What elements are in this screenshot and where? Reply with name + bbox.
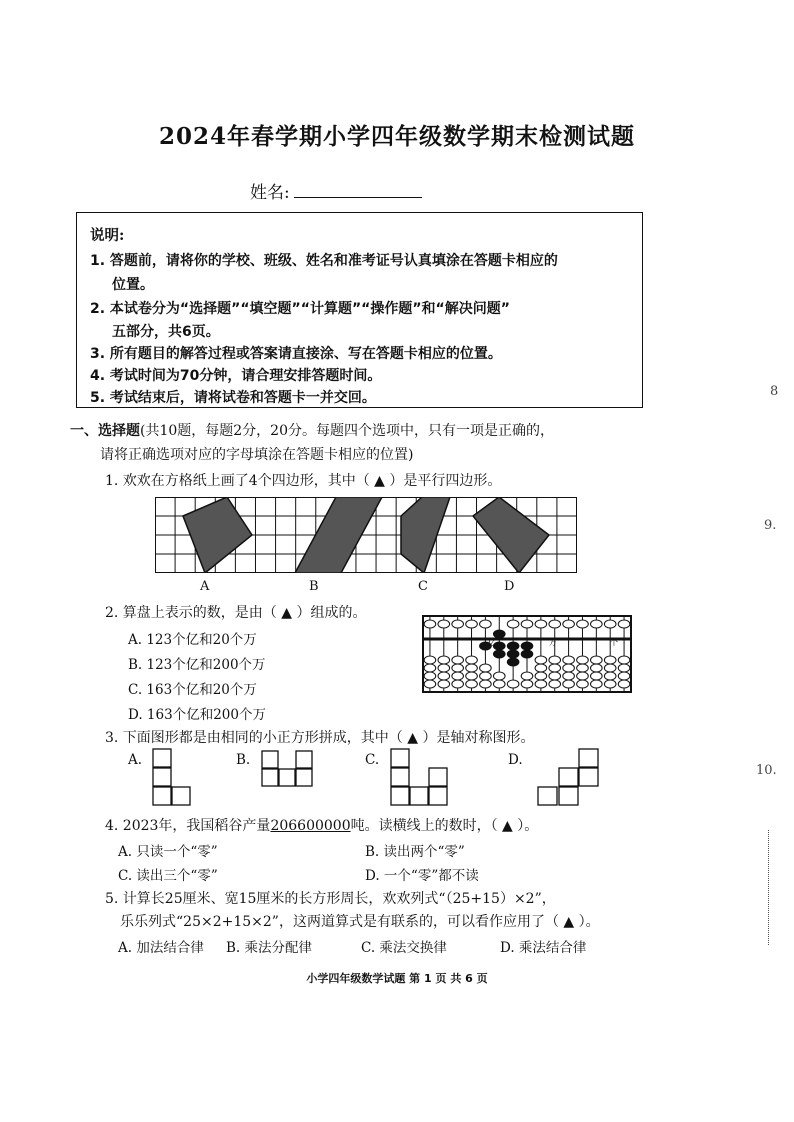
q4-option-d[interactable]: D. 一个“零”都不读 [365, 868, 479, 884]
q2-option-a[interactable]: A. 123个亿和20个万 [128, 632, 257, 648]
q5-option-d[interactable]: D. 乘法结合律 [500, 940, 587, 956]
q3-figure-c [390, 748, 448, 808]
q3-figure-b [261, 750, 313, 790]
q1-label-b: B [309, 579, 319, 594]
name-field [250, 178, 422, 203]
q1-label-a: A [200, 579, 210, 594]
question-5-line2: 乐乐列式“25×2+15×2”，这两道算式是有联系的，可以看作应用了（ ▲ ）。 [120, 914, 600, 930]
q5-option-b[interactable]: B. 乘法分配律 [226, 940, 313, 956]
q1-label-c: C [418, 579, 428, 594]
abacus-label-ge: 个 [610, 638, 618, 647]
q1-shape-a [183, 497, 252, 573]
section-heading [70, 420, 554, 440]
q3-label-d: D. [508, 752, 523, 768]
instruction-item: 位置。 [112, 277, 154, 293]
instruction-item: 3. 所有题目的解答过程或答案请直接涂、写在答题卡相应的位置。 [90, 346, 502, 362]
q4-option-b[interactable]: B. 读出两个“零” [365, 844, 465, 860]
margin-mark-10: 10. [756, 763, 777, 778]
page-title: 2024年春学期小学四年级数学期末检测试题 [158, 123, 635, 150]
q4-stem-pre: 4. 2023年，我国稻谷产量 [105, 818, 271, 834]
name-blank-line[interactable] [294, 183, 422, 198]
instruction-item: 5. 考试结束后，请将试卷和答题卡一并交回。 [90, 390, 376, 406]
q1-grid-figure [155, 497, 577, 573]
question-4-stem [105, 815, 538, 835]
q4-stem-post: 吨。读横线上的数时，（ ▲ ）。 [350, 818, 539, 834]
q2-option-b[interactable]: B. 123个亿和200个万 [128, 657, 266, 673]
q2-option-c[interactable]: C. 163个亿和20个万 [128, 682, 257, 698]
margin-dotted-line [768, 830, 769, 945]
q3-label-a: A. [128, 752, 143, 768]
q4-option-c[interactable]: C. 读出三个“零” [118, 868, 218, 884]
margin-mark-9: 9. [764, 518, 777, 533]
q5-option-c[interactable]: C. 乘法交换律 [361, 940, 447, 956]
abacus-label-yi: 亿 [488, 638, 496, 647]
q1-label-d: D [504, 579, 515, 594]
q3-label-b: B. [236, 752, 251, 768]
page-footer: 小学四年级数学试题 第 1 页 共 6 页 [306, 972, 488, 985]
section-description-line2: 请将正确选项对应的字母填涂在答题卡相应的位置) [100, 447, 414, 463]
q3-label-c: C. [365, 752, 380, 768]
q4-option-a[interactable]: A. 只读一个“零” [118, 844, 218, 860]
q2-option-d[interactable]: D. 163个亿和200个万 [128, 707, 266, 723]
q3-figure-d [537, 748, 599, 808]
name-label: 姓名: [250, 183, 290, 203]
question-2-stem: 2. 算盘上表示的数，是由（ ▲ ）组成的。 [105, 605, 367, 621]
question-5-line1: 5. 计算长25厘米、宽15厘米的长方形周长，欢欢列式“（25+15）×2”， [105, 891, 556, 907]
instruction-item: 1. 答题前，请将你的学校、班级、姓名和准考证号认真填涂在答题卡相应的 [90, 253, 558, 269]
section-description: (共10题，每题2分，20分。每题四个选项中，只有一项是正确的， [140, 423, 554, 439]
question-3-stem: 3. 下面图形都是由相同的小正方形拼成，其中（ ▲ ）是轴对称图形。 [105, 730, 535, 746]
q5-option-a[interactable]: A. 加法结合律 [118, 940, 204, 956]
instruction-item: 五部分，共6页。 [112, 324, 220, 340]
instruction-item: 4. 考试时间为70分钟，请合理安排答题时间。 [90, 368, 382, 384]
abacus-label-wan: 万 [549, 638, 557, 647]
abacus-figure [422, 615, 632, 693]
margin-mark-8: 8 [770, 384, 779, 399]
instructions-heading: 说明: [90, 227, 125, 244]
section-title: 一、选择题 [70, 423, 140, 439]
q4-underlined-number: 206600000 [270, 818, 351, 834]
question-1-stem: 1. 欢欢在方格纸上画了4个四边形，其中（ ▲ ）是平行四边形。 [105, 473, 502, 489]
instruction-item: 2. 本试卷分为“选择题”“填空题”“计算题”“操作题”和“解决问题” [90, 301, 510, 317]
q3-figure-a [152, 748, 192, 808]
